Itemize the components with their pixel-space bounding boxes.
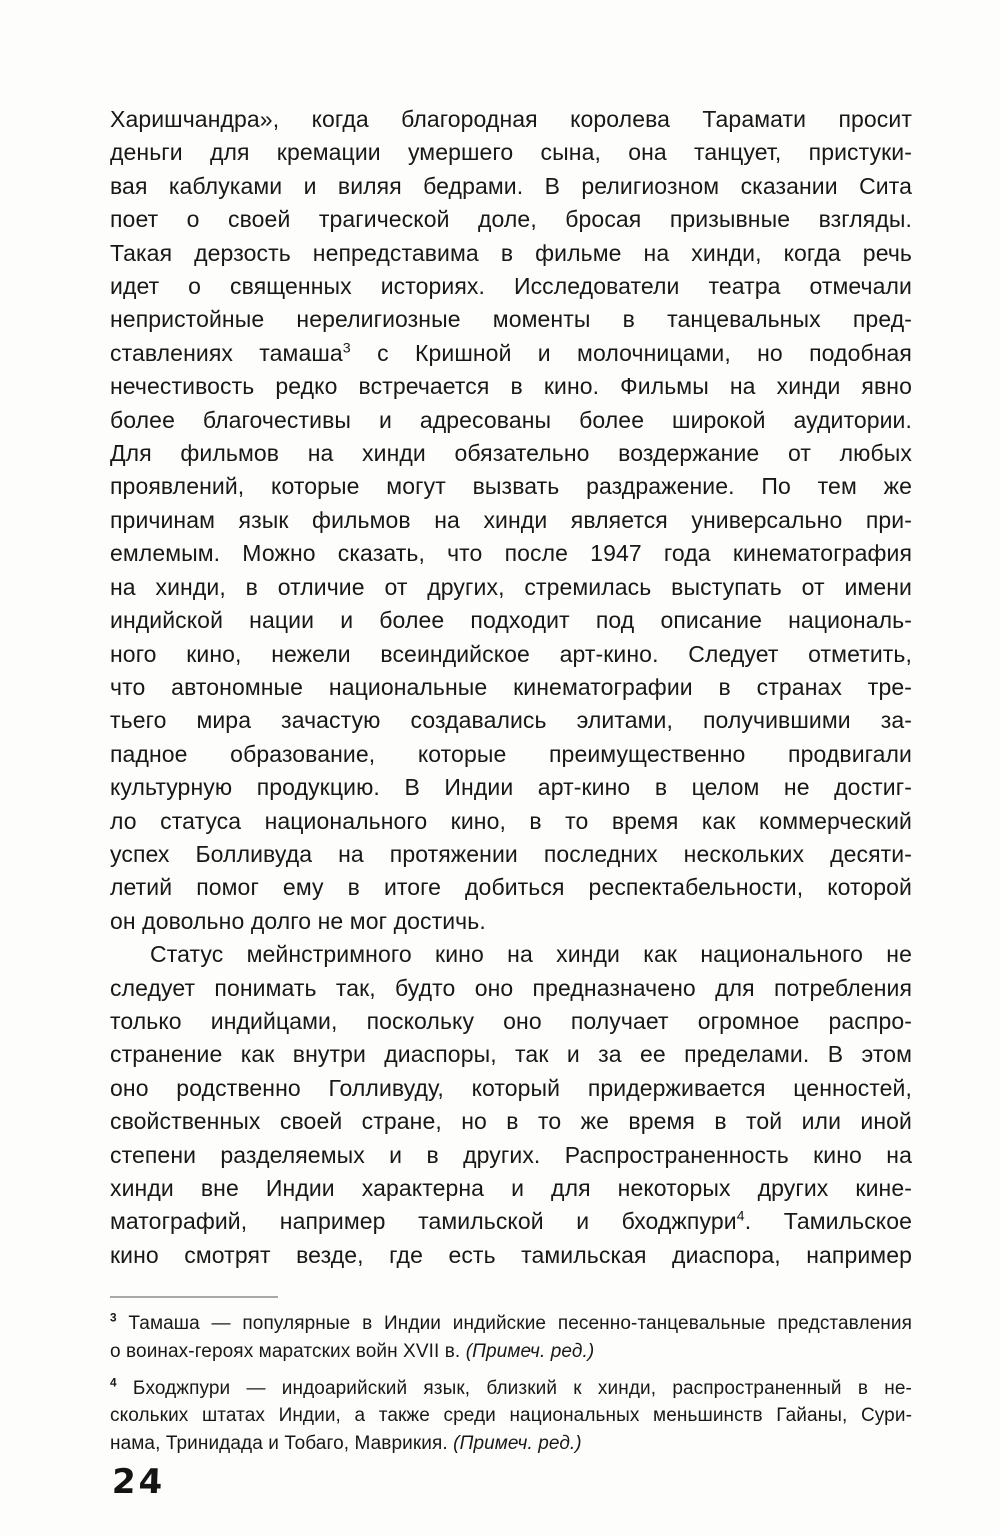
text-line: оно родственно Голливуду, который придерживается ценностей, <box>110 1074 912 1101</box>
footnotes-section <box>110 1296 912 1467</box>
text-line: только индийцами, поскольку оно получает огромное распро- <box>110 1007 912 1034</box>
superscript-marker: 4 <box>110 1376 117 1390</box>
text-line: индийской нации и более подходит под описание националь- <box>110 607 912 634</box>
text-line: вая каблуками и виляя бедрами. В религиозном сказании Сита <box>110 172 912 199</box>
text-line: ного кино, нежели всеиндийское арт-кино. Следует отметить, <box>110 640 912 667</box>
text-line: скольких штатах Индии, а также среди национальных меньшинств Гайаны, Сури- <box>110 1405 912 1427</box>
text-line: Такая дерзость непредставима в фильме на хинди, когда речь <box>110 239 912 266</box>
text-line <box>110 1375 912 1403</box>
paragraph <box>110 103 912 938</box>
text-segment: . Тамильское <box>744 1208 912 1235</box>
italic-note: (Примеч. ред.) <box>453 1433 582 1455</box>
text-line: проявлений, которые могут вызвать раздражение. По тем же <box>110 473 912 500</box>
italic-note: (Примеч. ред.) <box>465 1340 595 1362</box>
superscript-marker: 3 <box>110 1311 117 1325</box>
text-line: непристойные нерелигиозные моменты в танцевальных пред- <box>110 306 912 333</box>
text-line: тьего мира зачастую создавались элитами, получившими за- <box>110 707 912 734</box>
text-line: хинди вне Индии характерна и для некоторых других кине- <box>110 1175 912 1201</box>
text-line <box>110 1430 912 1458</box>
text-line: летий помог ему в итоге добиться респектабельности, которой <box>110 874 912 901</box>
text-segment: матографий, например тамильской и бходжпури <box>110 1208 737 1235</box>
text-line: Для фильмов на хинди обязательно воздержание от любых <box>110 440 912 467</box>
text-line: успех Болливуда на протяжении последних нескольких десяти- <box>110 840 912 867</box>
text-segment: ставлениях тамаша <box>110 339 343 366</box>
superscript-marker: 4 <box>736 1208 745 1225</box>
text-line: степени разделяемых и в других. Распространенность кино на <box>110 1141 912 1168</box>
text-line <box>110 1338 912 1366</box>
paragraph <box>110 938 912 1272</box>
text-line: ло статуса национального кино, в то время как коммерческий <box>110 807 912 834</box>
text-line: он довольно долго не мог достичь. <box>110 907 486 934</box>
text-segment: Тамаша — популярные в Индии индийские песенно-танцевальные представления <box>116 1313 912 1334</box>
text-line <box>110 337 912 370</box>
text-line: емлемым. Можно сказать, что после 1947 года кинематография <box>110 540 912 567</box>
text-line <box>110 1205 912 1238</box>
text-line: нечестивость редко встречается в кино. Фильмы на хинди явно <box>110 373 912 400</box>
footnote <box>110 1310 912 1366</box>
text-line: поет о своей трагической доле, бросая призывные взгляды. <box>110 206 912 233</box>
text-segment: о воинах-героях маратских войн XVII в. <box>110 1340 466 1362</box>
text-line: следует понимать так, будто оно предназначено для потребления <box>110 974 912 1001</box>
text-line <box>110 1310 912 1338</box>
text-line: более благочестивы и адресованы более широкой аудитории. <box>110 406 912 433</box>
text-line: Статус мейнстримного кино на хинди как национального не <box>150 941 912 968</box>
text-line: кино смотрят везде, где есть тамильская диаспора, например <box>110 1241 912 1268</box>
text-line: причинам язык фильмов на хинди является универсально при- <box>110 506 912 533</box>
superscript-marker: 3 <box>342 340 351 357</box>
text-line: идет о священных историях. Исследователи театра отмечали <box>110 273 912 300</box>
text-line: свойственных своей стране, но в то же время в той или иной <box>110 1108 912 1135</box>
text-segment: нама, Тринидада и Тобаго, Маврикия. <box>110 1433 454 1455</box>
footnote <box>110 1375 912 1458</box>
footnote-separator <box>110 1296 278 1298</box>
text-line: на хинди, в отличие от других, стремилась выступать от имени <box>110 573 912 600</box>
page-number: 24 <box>111 1462 167 1502</box>
text-line: Харишчандра», когда благородная королева Тарамати просит <box>110 106 912 132</box>
body-text <box>110 103 912 1272</box>
text-line: что автономные национальные кинематографии в странах тре- <box>110 673 912 700</box>
text-line: деньги для кремации умершего сына, она танцует, пристуки- <box>110 139 912 166</box>
text-line: странение как внутри диаспоры, так и за ее пределами. В этом <box>110 1041 912 1068</box>
text-line: культурную продукцию. В Индии арт-кино в целом не достиг- <box>110 774 912 801</box>
text-segment: с Кришной и молочницами, но подобная <box>350 339 912 366</box>
text-line: падное образование, которые преимущественно продвигали <box>110 740 912 767</box>
text-segment: Бходжпури — индоарийский язык, близкий к хинди, распространенный в не- <box>116 1377 912 1399</box>
